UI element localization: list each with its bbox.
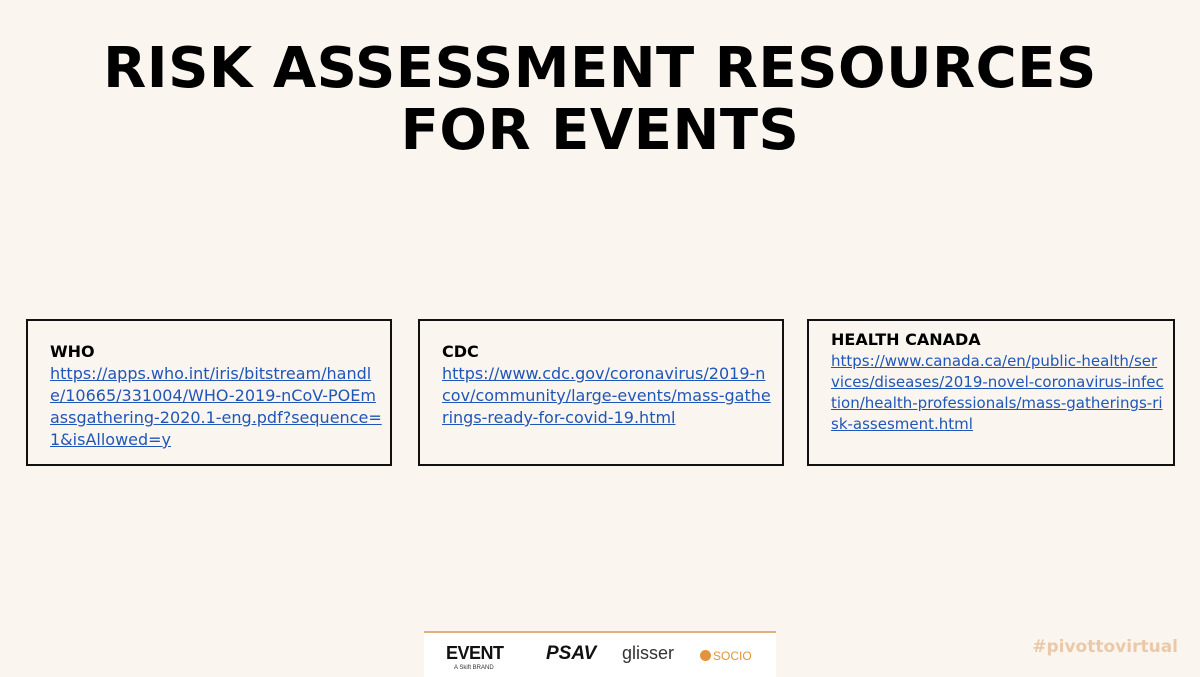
resource-card-cdc: [418, 319, 784, 466]
event-logo: EVENT: [446, 643, 504, 663]
resource-link[interactable]: https://www.canada.ca/en/public-health/services/diseases/2019-novel-coronavirus-infection/health-professionals/mass-gatherings-risk-assesment.html: [831, 352, 1164, 433]
event-logo-subtitle: A Skift BRAND: [454, 665, 494, 671]
resource-card-who: [26, 319, 392, 466]
resource-link[interactable]: https://apps.who.int/iris/bitstream/handle/10665/331004/WHO-2019-nCoV-POEmassgathering-2020.1-eng.pdf?sequence=1&isAllowed=y: [50, 364, 382, 449]
hashtag: #pivottovirtual: [1032, 637, 1178, 657]
glisser-logo: glisser: [622, 643, 675, 663]
resource-label: WHO: [50, 342, 95, 361]
resource-link[interactable]: https://www.cdc.gov/coronavirus/2019-ncov/community/large-events/mass-gatherings-ready-for-covid-19.html: [442, 364, 771, 427]
socio-logo: [700, 649, 752, 663]
resource-card-health-canada: [807, 319, 1175, 466]
page-title-line-1: RISK ASSESSMENT RESOURCES: [103, 36, 1097, 101]
sponsor-logo-bar: [424, 631, 776, 677]
resource-label: CDC: [442, 342, 479, 361]
resource-label: HEALTH CANADA: [831, 330, 981, 349]
psav-logo: PSAV: [546, 643, 597, 664]
page-title: [0, 38, 1200, 162]
socio-icon: [700, 650, 711, 661]
socio-logo-text: SOCIO: [713, 649, 752, 663]
page-title-line-2: FOR EVENTS: [400, 98, 800, 163]
